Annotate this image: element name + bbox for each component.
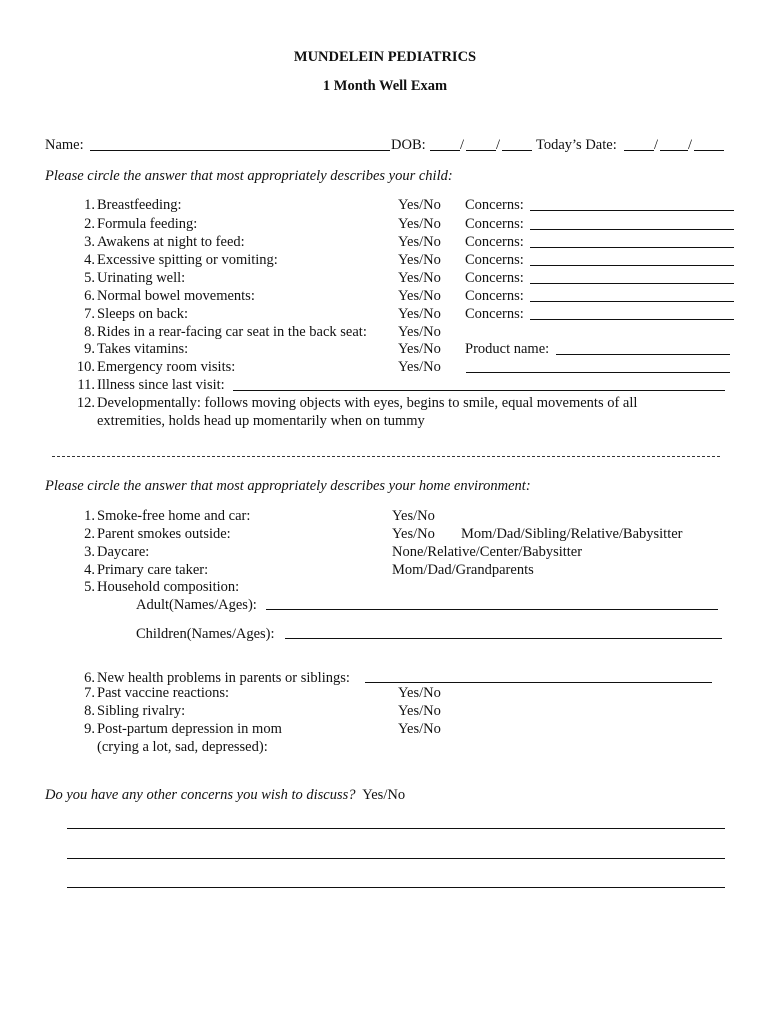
yes-no-answer[interactable]: Yes/No [398, 324, 441, 340]
question-label: Excessive spitting or vomiting: [97, 252, 278, 268]
item-number: 6. [84, 670, 95, 686]
item-number: 7. [84, 306, 95, 322]
item-number: 1. [84, 508, 95, 524]
postpartum-line2: (crying a lot, sad, depressed): [97, 739, 268, 755]
yes-no-answer[interactable]: Yes/No [398, 359, 441, 375]
question-label: Sibling rivalry: [97, 703, 186, 719]
question-label: Parent smokes outside: [97, 526, 231, 542]
concerns-field[interactable] [530, 283, 734, 284]
question-label: Urinating well: [97, 270, 186, 286]
answer-options[interactable]: Yes/No [392, 526, 435, 542]
section-divider [52, 456, 720, 457]
item-number: 5. [84, 579, 95, 595]
concerns-line-3[interactable] [67, 887, 725, 888]
name-field[interactable] [90, 150, 390, 151]
who-smokes-options[interactable]: Mom/Dad/Sibling/Relative/Babysitter [461, 526, 683, 542]
name-label: Name: [45, 137, 84, 153]
concerns-field[interactable] [530, 265, 734, 266]
dob-label: DOB: [391, 137, 426, 153]
date-year-field[interactable] [694, 150, 724, 151]
illness-label: Illness since last visit: [97, 377, 225, 393]
concerns-field[interactable] [530, 247, 734, 248]
yes-no-answer[interactable]: Yes/No [398, 270, 441, 286]
concerns-line-2[interactable] [67, 858, 725, 859]
question-label: Past vaccine reactions: [97, 685, 230, 701]
dob-day-field[interactable] [466, 150, 496, 151]
todays-date-label: Today’s Date: [536, 137, 617, 153]
concerns-field[interactable] [530, 319, 734, 320]
item-number: 7. [84, 685, 95, 701]
question-label: Awakens at night to feed: [97, 234, 245, 250]
yes-no-answer[interactable]: Yes/No [398, 721, 441, 737]
yes-no-answer[interactable]: Yes/No [398, 341, 441, 357]
item-number: 5. [84, 270, 95, 286]
question-label: New health problems in parents or siblings: [97, 670, 350, 686]
yes-no-answer[interactable]: Yes/No [398, 216, 441, 232]
developmental-text-line2: extremities, holds head up momentarily when on tummy [97, 413, 425, 429]
yes-no-answer[interactable]: Yes/No [398, 306, 441, 322]
question-label: Primary care taker: [97, 562, 209, 578]
item-number: 9. [84, 341, 95, 357]
product-name-field[interactable] [556, 354, 730, 355]
yes-no-answer[interactable]: Yes/No [398, 685, 441, 701]
children-label: Children(Names/Ages): [136, 626, 275, 642]
form-subtitle: 1 Month Well Exam [322, 78, 448, 94]
other-concerns-question: Do you have any other concerns you wish to discuss? [45, 787, 356, 803]
adult-field[interactable] [266, 609, 718, 610]
concerns-label: Concerns: [465, 216, 524, 232]
yes-no-answer[interactable]: Yes/No [398, 234, 441, 250]
yes-no-answer[interactable]: Yes/No [398, 252, 441, 268]
concerns-field[interactable] [530, 229, 734, 230]
product-name-label: Product name: [465, 341, 550, 357]
question-label: Normal bowel movements: [97, 288, 255, 304]
emergency-details-field[interactable] [466, 372, 730, 373]
child-instruction: Please circle the answer that most appropriately describes your child: [45, 168, 453, 184]
concerns-label: Concerns: [465, 288, 524, 304]
dob-year-field[interactable] [502, 150, 532, 151]
children-field[interactable] [285, 638, 722, 639]
question-label: Post-partum depression in mom [97, 721, 282, 737]
home-instruction: Please circle the answer that most appropriately describes your home environment: [45, 478, 531, 494]
question-label: Takes vitamins: [97, 341, 189, 357]
concerns-field[interactable] [530, 301, 734, 302]
item-number: 6. [84, 288, 95, 304]
item-number: 11. [77, 377, 95, 393]
item-number: 3. [84, 234, 95, 250]
question-label: Sleeps on back: [97, 306, 189, 322]
concerns-label: Concerns: [465, 306, 524, 322]
developmental-text-line1: Developmentally: follows moving objects with eyes, begins to smile, equal movements of all [97, 395, 638, 411]
adult-label: Adult(Names/Ages): [136, 597, 257, 613]
question-label: Smoke-free home and car: [97, 508, 251, 524]
item-number: 2. [84, 526, 95, 542]
item-number: 8. [84, 324, 95, 340]
concerns-field[interactable] [530, 210, 734, 211]
question-label: Daycare: [97, 544, 150, 560]
date-month-field[interactable] [624, 150, 654, 151]
question-label: Rides in a rear-facing car seat in the back seat: [97, 324, 367, 340]
concerns-line-1[interactable] [67, 828, 725, 829]
item-number: 12. [76, 395, 95, 411]
item-number: 4. [84, 252, 95, 268]
item-number: 8. [84, 703, 95, 719]
question-label: Breastfeeding: [97, 197, 182, 213]
concerns-label: Concerns: [465, 234, 524, 250]
date-slash-2: / [688, 137, 693, 153]
dob-month-field[interactable] [430, 150, 460, 151]
yes-no-answer[interactable]: Yes/No [398, 703, 441, 719]
yes-no-answer[interactable]: Yes/No [398, 197, 441, 213]
new-health-problems-field[interactable] [365, 682, 712, 683]
yes-no-answer[interactable]: Yes/No [398, 288, 441, 304]
other-concerns [45, 786, 405, 804]
concerns-label: Concerns: [465, 270, 524, 286]
other-concerns-answer[interactable]: Yes/No [362, 787, 406, 803]
concerns-label: Concerns: [465, 252, 524, 268]
item-number: 3. [84, 544, 95, 560]
concerns-label: Concerns: [465, 197, 524, 213]
question-label: Emergency room visits: [97, 359, 236, 375]
item-number: 1. [84, 197, 95, 213]
form-title: MUNDELEIN PEDIATRICS [293, 49, 477, 65]
date-slash-1: / [654, 137, 659, 153]
item-number: 2. [84, 216, 95, 232]
answer-options[interactable]: None/Relative/Center/Babysitter [392, 544, 583, 560]
answer-options[interactable]: Mom/Dad/Grandparents [392, 562, 534, 578]
date-day-field[interactable] [660, 150, 688, 151]
question-label: Household composition: [97, 579, 240, 595]
item-number: 4. [84, 562, 95, 578]
dob-slash-2: / [496, 137, 501, 153]
answer-options[interactable]: Yes/No [392, 508, 435, 524]
dob-slash-1: / [460, 137, 465, 153]
question-label: Formula feeding: [97, 216, 198, 232]
item-number: 9. [84, 721, 95, 737]
illness-field[interactable] [233, 390, 725, 391]
item-number: 10. [76, 359, 95, 375]
